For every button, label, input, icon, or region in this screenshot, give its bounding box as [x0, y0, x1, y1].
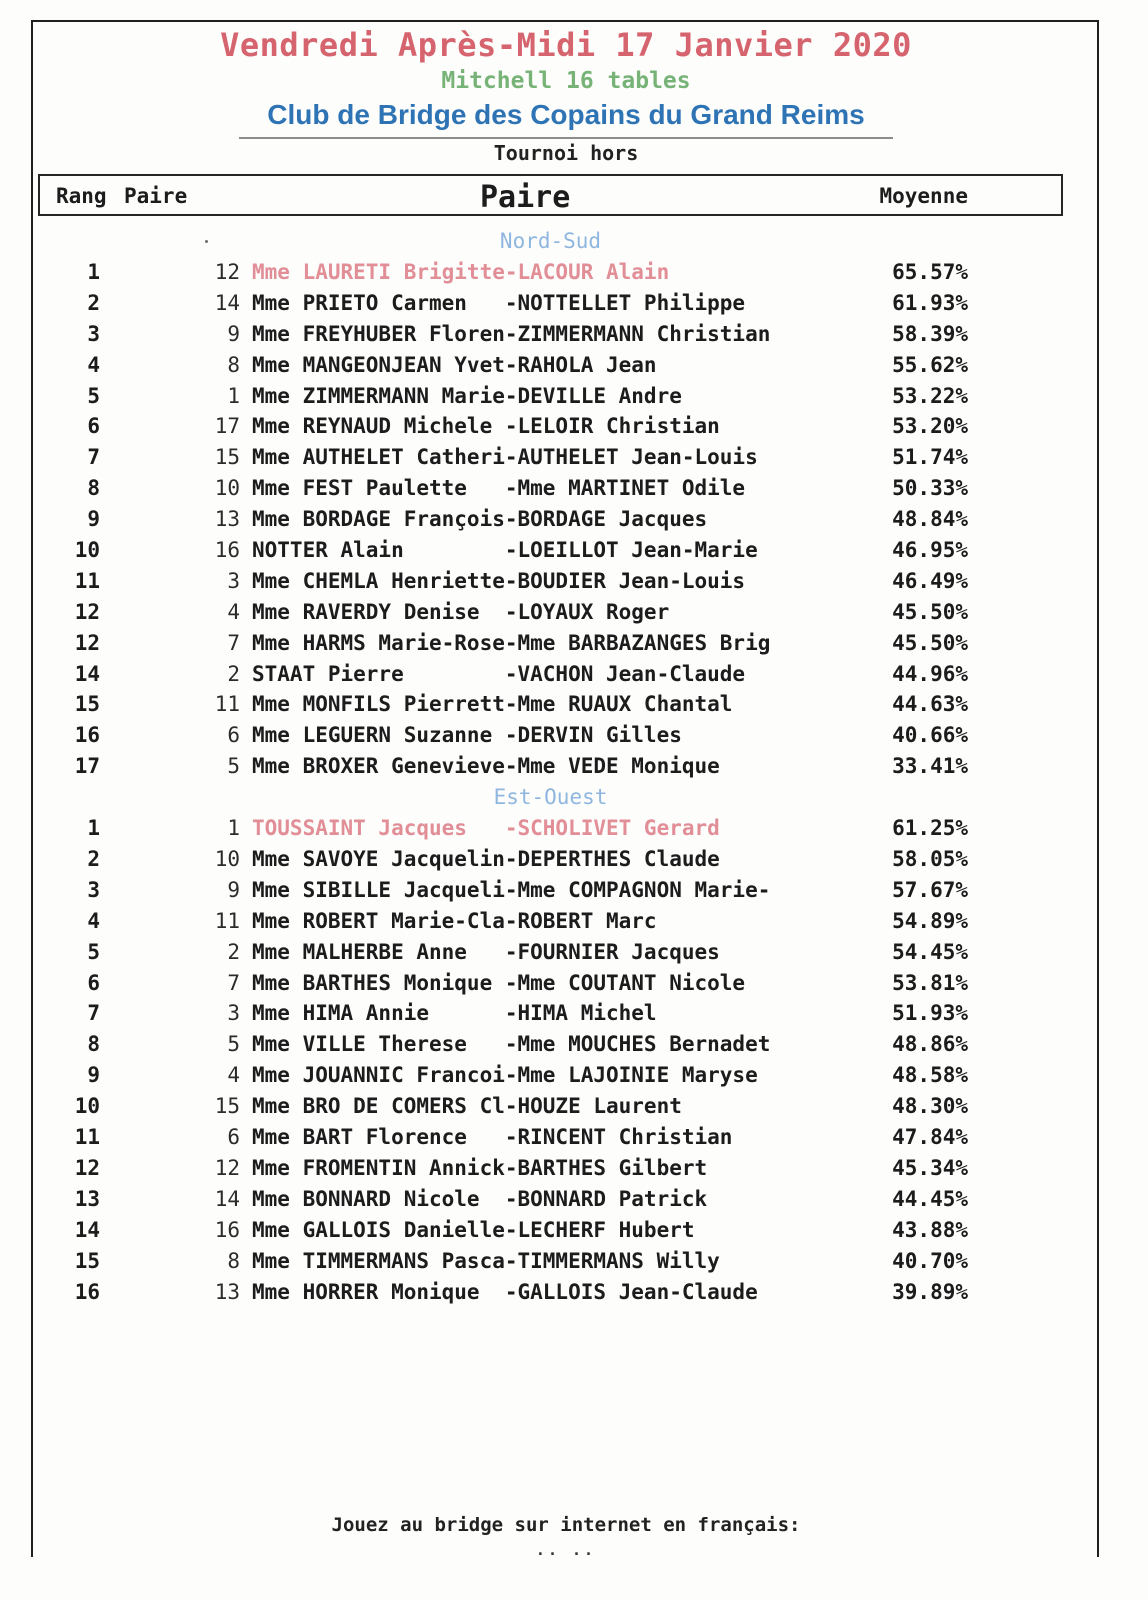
pair-names-cell: Mme JOUANNIC Francoi-Mme LAJOINIE Maryse	[252, 1063, 758, 1088]
pair-names-cell: Mme HARMS Marie-Rose-Mme BARBAZANGES Brig	[252, 630, 771, 655]
column-moyenne: Moyenne	[879, 184, 968, 208]
section-title: Est-Ouest	[493, 785, 608, 810]
average-cell: 48.86%	[892, 1032, 968, 1057]
rank-cell: 4	[87, 908, 100, 933]
result-row	[38, 535, 1063, 566]
movement-subtitle: Mitchell 16 tables	[441, 68, 691, 94]
result-row	[38, 1184, 1063, 1215]
average-cell: 46.95%	[892, 538, 968, 563]
result-row	[38, 844, 1063, 875]
average-cell: 48.84%	[892, 507, 968, 532]
result-row	[38, 628, 1063, 659]
rank-cell: 11	[74, 1125, 100, 1150]
rank-cell: 15	[74, 1248, 100, 1273]
pair-number-cell: 15	[214, 445, 240, 470]
pair-names-cell: Mme BARTHES Monique -Mme COUTANT Nicole	[252, 970, 746, 995]
pair-names-cell: Mme ROBERT Marie-Cla-ROBERT Marc	[252, 908, 657, 933]
rank-cell: 3	[87, 321, 100, 346]
pair-names-cell: Mme RAVERDY Denise -LOYAUX Roger	[252, 599, 670, 624]
rank-cell: 6	[87, 970, 100, 995]
pair-names-cell: STAAT Pierre -VACHON Jean-Claude	[252, 661, 746, 686]
pair-number-cell: 5	[227, 754, 240, 779]
average-cell: 46.49%	[892, 568, 968, 593]
pair-names-cell: Mme BRO DE COMERS Cl-HOUZE Laurent	[252, 1094, 682, 1119]
pair-names-cell: Mme VILLE Therese -Mme MOUCHES Bernadet	[252, 1032, 771, 1057]
rank-cell: 5	[87, 939, 100, 964]
pair-number-cell: 12	[214, 260, 240, 284]
tournament-type: Tournoi hors	[493, 141, 639, 165]
pair-names-cell: Mme MALHERBE Anne -FOURNIER Jacques	[252, 939, 720, 964]
pair-names-cell: Mme PRIETO Carmen -NOTTELLET Philippe	[252, 290, 746, 315]
pair-number-cell: 10	[214, 847, 240, 872]
pair-number-cell: 3	[227, 1001, 240, 1026]
pair-number-cell: 8	[227, 1248, 240, 1273]
result-row	[38, 1091, 1063, 1122]
pair-number-cell: 6	[227, 723, 240, 748]
result-row	[38, 875, 1063, 906]
average-cell: 33.41%	[892, 754, 968, 779]
pair-number-cell: 13	[214, 1279, 240, 1304]
average-cell: 51.74%	[892, 445, 968, 470]
rank-cell: 16	[74, 723, 100, 748]
pair-number-cell: 16	[214, 1217, 240, 1242]
average-cell: 40.66%	[892, 723, 968, 748]
club-line	[31, 99, 1101, 139]
pair-number-cell: 10	[214, 476, 240, 501]
pair-names-cell: Mme BONNARD Nicole -BONNARD Patrick	[252, 1186, 708, 1211]
pair-number-cell: 12	[214, 1155, 240, 1180]
result-row	[38, 288, 1063, 319]
result-row	[38, 411, 1063, 442]
result-row	[38, 968, 1063, 999]
rank-cell: 7	[87, 445, 100, 470]
result-row	[38, 720, 1063, 751]
result-row	[38, 319, 1063, 350]
average-cell: 48.30%	[892, 1094, 968, 1119]
rank-cell: 14	[74, 1217, 100, 1242]
pair-names-cell: Mme HORRER Monique -GALLOIS Jean-Claude	[252, 1279, 758, 1304]
result-row	[38, 1215, 1063, 1246]
rank-cell: 2	[87, 290, 100, 315]
rank-cell: 1	[87, 260, 100, 284]
average-cell: 45.50%	[892, 599, 968, 624]
pair-number-cell: 9	[227, 321, 240, 346]
rank-cell: 9	[87, 1063, 100, 1088]
pair-names-cell: Mme BORDAGE François-BORDAGE Jacques	[252, 507, 708, 532]
average-cell: 53.22%	[892, 383, 968, 408]
result-row	[38, 751, 1063, 782]
average-cell: 44.45%	[892, 1186, 968, 1211]
footer-text: Jouez au bridge sur internet en français:	[331, 1514, 801, 1536]
rank-cell: 3	[87, 877, 100, 902]
average-cell: 53.81%	[892, 970, 968, 995]
column-paire: Paire	[480, 180, 571, 215]
pair-number-cell: 7	[227, 630, 240, 655]
pair-names-cell: Mme LEGUERN Suzanne -DERVIN Gilles	[252, 723, 682, 748]
rank-cell: 6	[87, 414, 100, 439]
rank-cell: 11	[74, 568, 100, 593]
result-row	[38, 937, 1063, 968]
pair-number-cell: 9	[227, 877, 240, 902]
result-row	[38, 1060, 1063, 1091]
average-cell: 50.33%	[892, 476, 968, 501]
average-cell: 58.39%	[892, 321, 968, 346]
average-cell: 54.45%	[892, 939, 968, 964]
pair-number-cell: 11	[214, 908, 240, 933]
rank-cell: 16	[74, 1279, 100, 1304]
result-row	[38, 442, 1063, 473]
pair-number-cell: 4	[227, 1063, 240, 1088]
pair-names-cell: Mme ZIMMERMANN Marie-DEVILLE Andre	[252, 383, 682, 408]
pair-names-cell: Mme MANGEONJEAN Yvet-RAHOLA Jean	[252, 352, 657, 377]
average-cell: 43.88%	[892, 1217, 968, 1242]
pair-names-cell: Mme FEST Paulette -Mme MARTINET Odile	[252, 476, 746, 501]
rank-cell: 15	[74, 692, 100, 717]
document-title: Vendredi Après-Midi 17 Janvier 2020	[220, 26, 912, 64]
pair-names-cell: Mme SAVOYE Jacquelin-DEPERTHES Claude	[252, 847, 720, 872]
rank-cell: 9	[87, 507, 100, 532]
pair-names-cell: Mme SIBILLE Jacqueli-Mme COMPAGNON Marie-	[252, 877, 771, 902]
result-row	[38, 1246, 1063, 1277]
club-name: Club de Bridge des Copains du Grand Reims	[239, 99, 892, 139]
pair-names-cell: Mme LAURETI Brigitte-LACOUR Alain	[252, 260, 670, 284]
average-cell: 40.70%	[892, 1248, 968, 1273]
pair-number-cell: 14	[214, 290, 240, 315]
result-row	[38, 473, 1063, 504]
average-cell: 55.62%	[892, 352, 968, 377]
column-rang: Rang	[56, 184, 107, 208]
average-cell: 47.84%	[892, 1125, 968, 1150]
column-paire-number: Paire	[124, 184, 188, 208]
rank-cell: 2	[87, 847, 100, 872]
result-row	[38, 1277, 1063, 1308]
rank-cell: 1	[87, 816, 100, 841]
average-cell: 44.63%	[892, 692, 968, 717]
result-row	[38, 906, 1063, 937]
results-sections	[38, 226, 1063, 1307]
rank-cell: 17	[74, 754, 100, 779]
pair-names-cell: TOUSSAINT Jacques -SCHOLIVET Gerard	[252, 816, 720, 841]
pair-number-cell: 6	[227, 1125, 240, 1150]
result-row	[38, 813, 1063, 844]
rank-cell: 14	[74, 661, 100, 686]
rank-cell: 8	[87, 476, 100, 501]
result-row	[38, 350, 1063, 381]
rank-cell: 8	[87, 1032, 100, 1057]
pair-number-cell: 2	[227, 661, 240, 686]
result-row	[38, 381, 1063, 412]
pair-number-cell: 16	[214, 538, 240, 563]
footer-cutoff-marks: .. ..	[535, 1541, 597, 1559]
table-header	[38, 174, 1063, 216]
rank-cell: 12	[74, 599, 100, 624]
pair-names-cell: Mme BART Florence -RINCENT Christian	[252, 1125, 733, 1150]
pair-names-cell: Mme MONFILS Pierrett-Mme RUAUX Chantal	[252, 692, 733, 717]
rank-cell: 12	[74, 1155, 100, 1180]
average-cell: 45.34%	[892, 1155, 968, 1180]
pair-names-cell: Mme AUTHELET Catheri-AUTHELET Jean-Louis	[252, 445, 758, 470]
pair-names-cell: Mme BROXER Genevieve-Mme VEDE Monique	[252, 754, 720, 779]
rank-cell: 5	[87, 383, 100, 408]
rank-cell: 10	[74, 538, 100, 563]
pair-number-cell: 7	[227, 970, 240, 995]
pair-number-cell: 1	[227, 816, 240, 841]
pair-number-cell: 14	[214, 1186, 240, 1211]
average-cell: 57.67%	[892, 877, 968, 902]
pair-number-cell: 1	[227, 383, 240, 408]
average-cell: 61.25%	[892, 816, 968, 841]
section-title: Nord-Sud	[499, 229, 602, 253]
average-cell: 61.93%	[892, 290, 968, 315]
pair-names-cell: Mme TIMMERMANS Pasca-TIMMERMANS Willy	[252, 1248, 720, 1273]
result-row	[38, 566, 1063, 597]
pair-number-cell: 3	[227, 568, 240, 593]
pair-number-cell: 4	[227, 599, 240, 624]
rank-cell: 7	[87, 1001, 100, 1026]
pair-number-cell: 2	[227, 939, 240, 964]
rank-cell: 10	[74, 1094, 100, 1119]
pair-number-cell: 17	[214, 414, 240, 439]
pair-names-cell: Mme GALLOIS Danielle-LECHERF Hubert	[252, 1217, 695, 1242]
average-cell: 44.96%	[892, 661, 968, 686]
pair-number-cell: 8	[227, 352, 240, 377]
result-row	[38, 998, 1063, 1029]
pair-number-cell: 15	[214, 1094, 240, 1119]
rank-cell: 12	[74, 630, 100, 655]
result-row	[38, 689, 1063, 720]
result-row	[38, 659, 1063, 690]
pair-number-cell: 13	[214, 507, 240, 532]
average-cell: 65.57%	[892, 260, 968, 284]
result-row	[38, 504, 1063, 535]
result-row	[38, 257, 1063, 288]
rank-cell: 13	[74, 1186, 100, 1211]
pair-names-cell: Mme HIMA Annie -HIMA Michel	[252, 1001, 657, 1026]
average-cell: 54.89%	[892, 908, 968, 933]
pair-names-cell: Mme FROMENTIN Annick-BARTHES Gilbert	[252, 1155, 708, 1180]
pair-names-cell: NOTTER Alain -LOEILLOT Jean-Marie	[252, 538, 758, 563]
pair-names-cell: Mme CHEMLA Henriette-BOUDIER Jean-Louis	[252, 568, 746, 593]
average-cell: 58.05%	[892, 847, 968, 872]
average-cell: 51.93%	[892, 1001, 968, 1026]
average-cell: 53.20%	[892, 414, 968, 439]
result-row	[38, 1029, 1063, 1060]
result-row	[38, 1153, 1063, 1184]
rank-cell: 4	[87, 352, 100, 377]
result-row	[38, 597, 1063, 628]
pair-names-cell: Mme FREYHUBER Floren-ZIMMERMANN Christian	[252, 321, 771, 346]
pair-number-cell: 5	[227, 1032, 240, 1057]
average-cell: 48.58%	[892, 1063, 968, 1088]
average-cell: 39.89%	[892, 1279, 968, 1304]
pair-number-cell: 11	[214, 692, 240, 717]
average-cell: 45.50%	[892, 630, 968, 655]
pair-names-cell: Mme REYNAUD Michele -LELOIR Christian	[252, 414, 720, 439]
result-row	[38, 1122, 1063, 1153]
